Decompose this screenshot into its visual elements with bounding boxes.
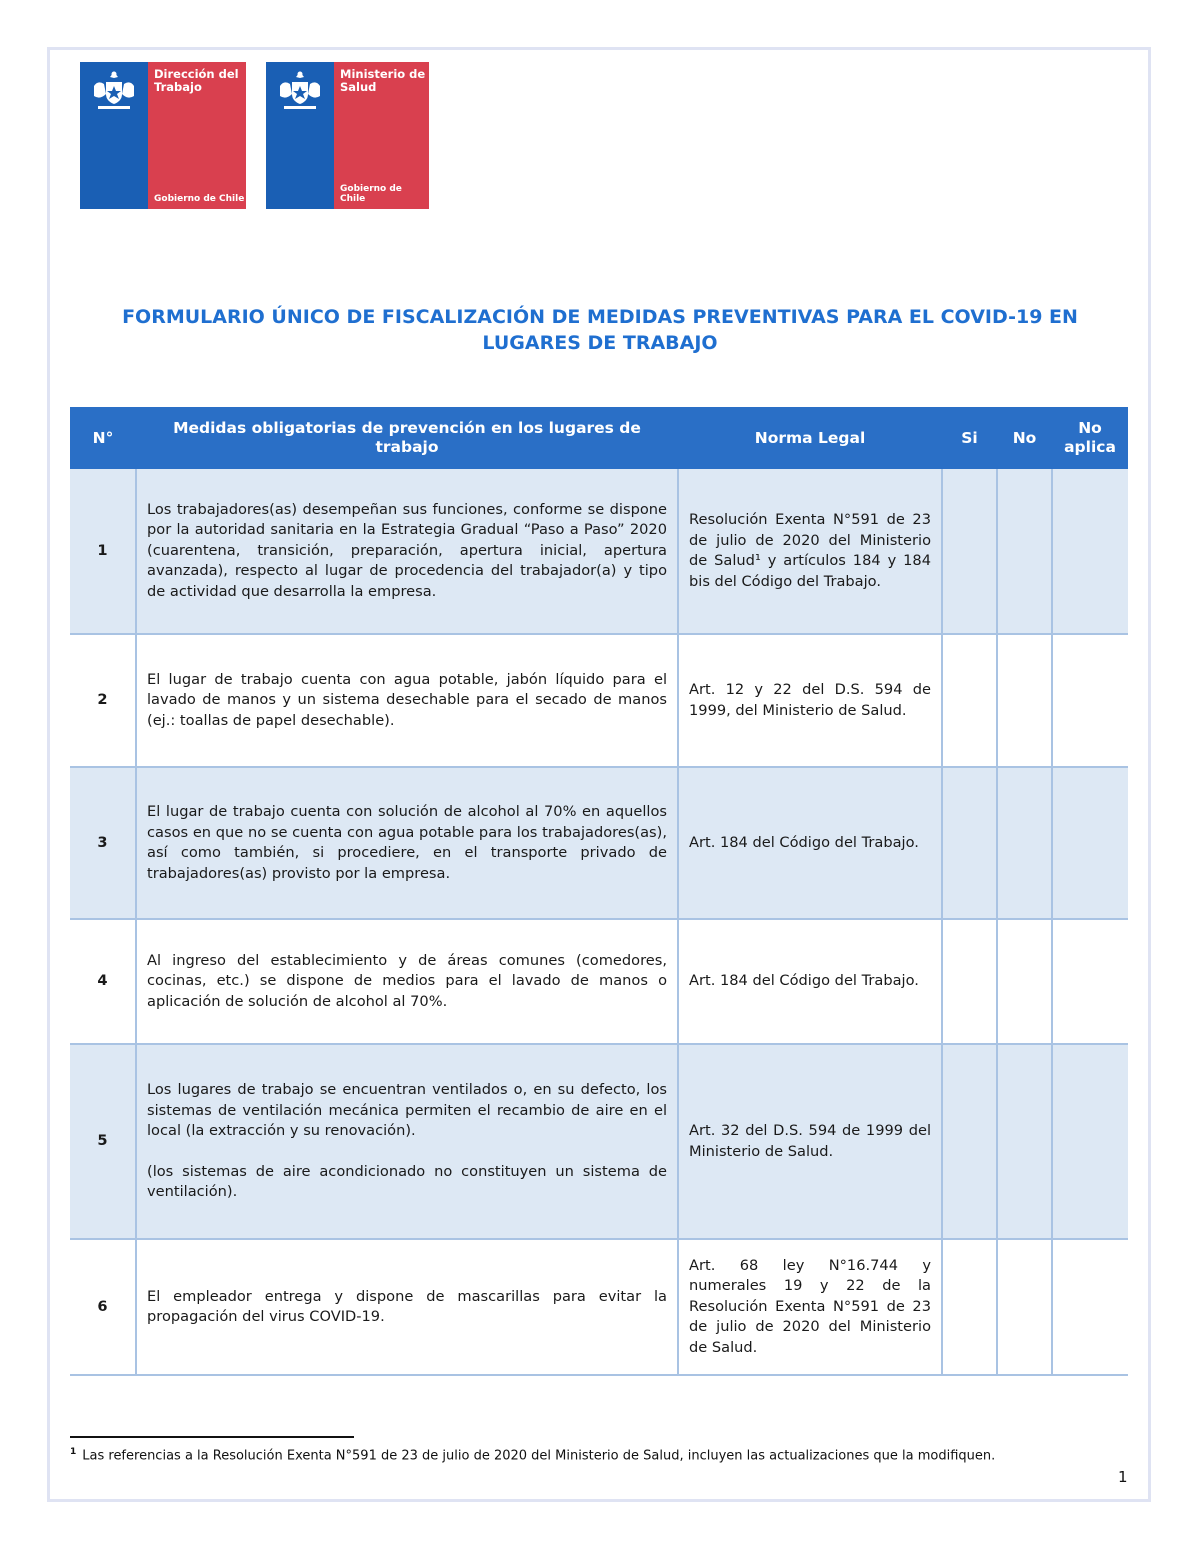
direccion-trabajo-logo xyxy=(80,62,246,209)
row-measure xyxy=(136,767,678,919)
table-row xyxy=(70,1239,1128,1375)
measure-text: El lugar de trabajo cuenta con solución de alcohol al 70% en aquellos casos en que no se cuenta con agua potable para los trabajadores(as), así como también, si procediere, en el transporte privado de trabajadores(as) provisto por la empresa. xyxy=(147,803,667,882)
table-row xyxy=(70,634,1128,767)
check-no[interactable] xyxy=(997,767,1052,919)
table-row xyxy=(70,1044,1128,1239)
row-number: 1 xyxy=(70,469,136,634)
logo-subtitle: Gobierno de Chile xyxy=(340,184,402,204)
check-not-applicable[interactable] xyxy=(1052,634,1128,767)
row-number: 5 xyxy=(70,1044,136,1239)
row-legal-norm: Art. 184 del Código del Trabajo. xyxy=(678,767,942,919)
footnote-mark: 1 xyxy=(70,1447,77,1457)
footnote-separator xyxy=(70,1436,354,1438)
coat-of-arms-icon xyxy=(276,68,324,112)
table-row xyxy=(70,469,1128,634)
header-no: No xyxy=(997,407,1052,469)
table-row xyxy=(70,767,1128,919)
title-line-2: LUGARES DE TRABAJO xyxy=(482,332,718,354)
measures-table xyxy=(70,407,1128,1376)
check-not-applicable[interactable] xyxy=(1052,1044,1128,1239)
row-number: 2 xyxy=(70,634,136,767)
measure-text: El empleador entrega y dispone de mascarillas para evitar la propagación del virus COVID-19. xyxy=(147,1287,667,1325)
row-measure xyxy=(136,919,678,1044)
check-yes[interactable] xyxy=(942,1239,997,1375)
table-header-row xyxy=(70,407,1128,469)
row-legal-norm: Resolución Exenta N°591 de 23 de julio de 2020 del Ministerio de Salud¹ y artículos 184 y 184 bis del Código del Trabajo. xyxy=(678,469,942,634)
row-legal-norm: Art. 12 y 22 del D.S. 594 de 1999, del Ministerio de Salud. xyxy=(678,634,942,767)
logo-name: Ministerio de Salud xyxy=(340,67,426,94)
check-not-applicable[interactable] xyxy=(1052,469,1128,634)
title-line-1: FORMULARIO ÚNICO DE FISCALIZACIÓN DE MEDIDAS PREVENTIVAS PARA EL COVID-19 EN xyxy=(122,306,1078,328)
row-measure xyxy=(136,634,678,767)
check-yes[interactable] xyxy=(942,634,997,767)
check-no[interactable] xyxy=(997,1239,1052,1375)
row-number: 3 xyxy=(70,767,136,919)
check-no[interactable] xyxy=(997,634,1052,767)
row-measure xyxy=(136,1044,678,1239)
check-yes[interactable] xyxy=(942,1044,997,1239)
ministerio-salud-logo xyxy=(266,62,429,209)
header-number: N° xyxy=(70,407,136,469)
check-no[interactable] xyxy=(997,919,1052,1044)
header-yes: Si xyxy=(942,407,997,469)
check-yes[interactable] xyxy=(942,919,997,1044)
row-number: 4 xyxy=(70,919,136,1044)
measure-text: El lugar de trabajo cuenta con agua potable, jabón líquido para el lavado de manos y un sistema desechable para el secado de manos (ej.: toallas de papel desechable). xyxy=(147,670,667,729)
measure-text: Los trabajadores(as) desempeñan sus funciones, conforme se dispone por la autoridad sanitaria en la Estrategia Gradual “Paso a Paso” 2020 (cuarentena, transición, preparación, apertura inicial, apertura avanzada), respecto al lugar de procedencia del trabajador(a) y tipo de actividad que desarrolla la empresa. xyxy=(147,500,667,600)
check-yes[interactable] xyxy=(942,469,997,634)
check-not-applicable[interactable] xyxy=(1052,767,1128,919)
header-legal-norm: Norma Legal xyxy=(678,407,942,469)
footnote xyxy=(70,1447,995,1463)
header-measures: Medidas obligatorias de prevención en los lugares de trabajo xyxy=(136,407,678,469)
row-measure xyxy=(136,469,678,634)
logo-subtitle: Gobierno de Chile xyxy=(154,194,245,204)
row-legal-norm: Art. 32 del D.S. 594 de 1999 del Ministerio de Salud. xyxy=(678,1044,942,1239)
logo-name: Dirección del Trabajo xyxy=(154,67,239,94)
row-legal-norm: Art. 68 ley N°16.744 y numerales 19 y 22 de la Resolución Exenta N°591 de 23 de julio de 2020 del Ministerio de Salud. xyxy=(678,1239,942,1375)
table-row xyxy=(70,919,1128,1044)
header-not-applicable: No aplica xyxy=(1052,407,1128,469)
page-number: 1 xyxy=(1118,1468,1128,1486)
row-legal-norm: Art. 184 del Código del Trabajo. xyxy=(678,919,942,1044)
check-yes[interactable] xyxy=(942,767,997,919)
check-not-applicable[interactable] xyxy=(1052,919,1128,1044)
row-number: 6 xyxy=(70,1239,136,1375)
coat-of-arms-icon xyxy=(90,68,138,112)
measure-note: (los sistemas de aire acondicionado no constituyen un sistema de ventilación). xyxy=(147,1162,667,1201)
check-not-applicable[interactable] xyxy=(1052,1239,1128,1375)
document-title xyxy=(100,304,1100,356)
measure-text: Al ingreso del establecimiento y de áreas comunes (comedores, cocinas, etc.) se dispone de medios para el lavado de manos o aplicación de solución de alcohol al 70%. xyxy=(147,951,667,1010)
measure-text: Los lugares de trabajo se encuentran ventilados o, en su defecto, los sistemas de ventilación mecánica permiten el recambio de aire en el local (la extracción y su renovación). xyxy=(147,1081,667,1140)
check-no[interactable] xyxy=(997,1044,1052,1239)
check-no[interactable] xyxy=(997,469,1052,634)
footnote-text: Las referencias a la Resolución Exenta N°591 de 23 de julio de 2020 del Ministerio de Salud, incluyen las actualizaciones que la modifiquen. xyxy=(82,1448,996,1464)
row-measure xyxy=(136,1239,678,1375)
